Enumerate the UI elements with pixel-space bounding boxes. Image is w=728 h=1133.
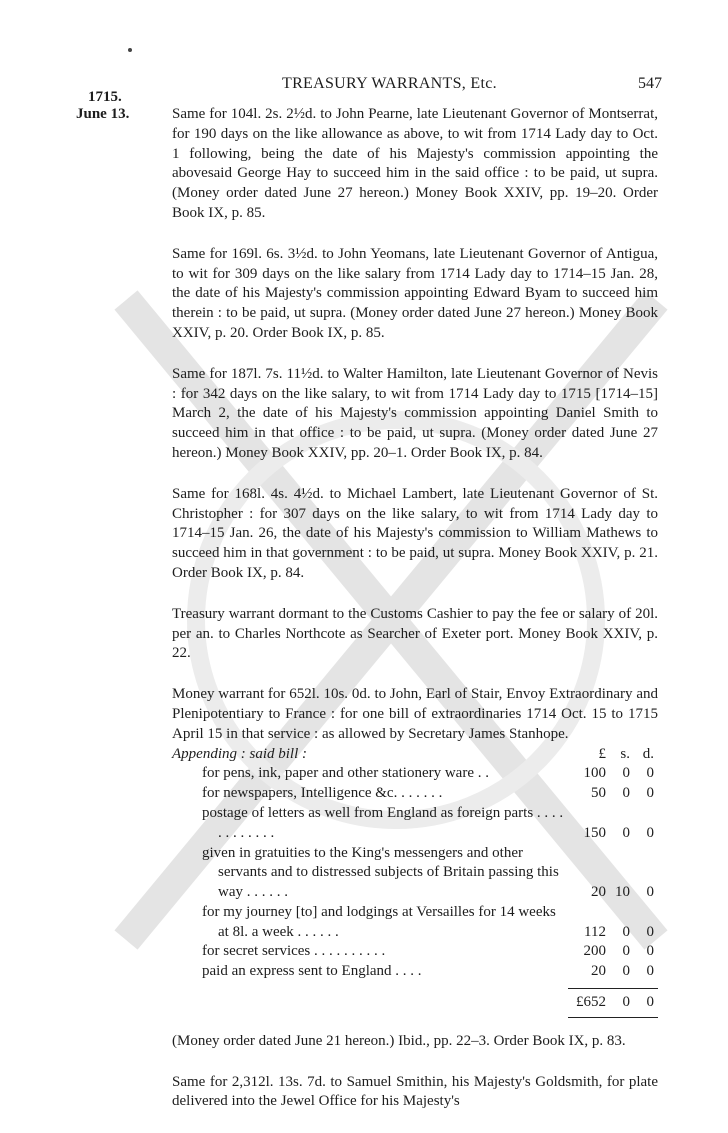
- bill-row: [172, 764, 658, 784]
- bill-header-row: [172, 745, 658, 765]
- col-pounds: £: [598, 745, 606, 762]
- running-header: TREASURY WARRANTS, Etc.: [282, 75, 497, 92]
- amount-shillings: 10: [615, 884, 630, 901]
- bill-item-text: for secret services . . . . . . . . . .: [202, 943, 386, 960]
- bill-row: [172, 962, 658, 982]
- page-number: 547: [638, 75, 662, 92]
- amount-shillings: 0: [622, 785, 630, 802]
- bill-row: [172, 903, 658, 943]
- total-pounds: £652: [576, 994, 606, 1011]
- bill-item-text: for my journey [to] and lodgings at Versailles for 14 weeks at 8l. a week . . . . . .: [202, 903, 556, 940]
- amount-pounds: 112: [584, 923, 606, 940]
- bill-item-desc: [172, 844, 568, 903]
- bill-label: Appending : said bill :: [172, 745, 307, 762]
- closing-paragraph: (Money order dated June 21 hereon.) Ibid., pp. 22–3. Order Book IX, p. 83.: [172, 1032, 626, 1049]
- amount-pence: 0: [646, 765, 654, 782]
- bill-item-text: for pens, ink, paper and other stationery ware . .: [202, 765, 489, 782]
- bill-item-desc: [172, 784, 568, 804]
- amount-pence: 0: [646, 943, 654, 960]
- margin-year: 1715.: [88, 89, 122, 105]
- entry-paragraph: Same for 104l. 2s. 2½d. to John Pearne, late Lieutenant Governor of Montserrat, for 190 days on the like allowance as above, to wit from 1714 Lady day to Oct. 1 following, being the date of his Majesty's commission appointing the abovesaid George Hay to succeed him in the said office : to be paid, ut supra. (Money order dated June 27 hereon.) Money Book XXIV, pp. 19–20. Order Book IX, p. 85.: [172, 106, 658, 221]
- amount-pounds: 100: [583, 765, 606, 782]
- amount-pence: 0: [646, 884, 654, 901]
- amount-pounds: 200: [583, 943, 606, 960]
- entry-paragraph: Money warrant for 652l. 10s. 0d. to John, Earl of Stair, Envoy Extraordinary and Plenipotentiary to France : for one bill of extraordinaries 1714 Oct. 15 to 1715 April 15 in that service : as allowed by Secretary James Stanhope.: [172, 686, 658, 742]
- total-pence: 0: [646, 994, 654, 1011]
- col-shillings: s.: [620, 745, 630, 762]
- amount-shillings: 0: [622, 963, 630, 980]
- amount-pence: 0: [646, 963, 654, 980]
- bill-item-text: postage of letters as well from England as foreign parts . . . . . . . . . . . .: [202, 804, 564, 841]
- bill-table: [172, 745, 658, 1018]
- entry-paragraph: Same for 169l. 6s. 3½d. to John Yeomans, late Lieutenant Governor of Antigua, to wit for 309 days on the like salary from 1714 Lady day to 1714–15 Jan. 28, the date of his Majesty's commission appointing Edward Byam to succeed him therein : to be paid, ut supra. (Money order dated June 27 hereon.) Money Book XXIV, p. 20. Order Book IX, p. 85.: [172, 245, 658, 341]
- document-body: [172, 105, 658, 1133]
- bill-item-desc: [172, 903, 568, 943]
- amount-shillings: 0: [622, 943, 630, 960]
- bill-total-row: [172, 989, 658, 1017]
- bill-item-text: for newspapers, Intelligence &c. . . . . . .: [202, 785, 443, 802]
- bill-item-text: given in gratuities to the King's messengers and other servants and to distressed subjects of Britain passing this way . . . . . .: [202, 844, 559, 901]
- closing-paragraph: Same for 2,312l. 13s. 7d. to Samuel Smithin, his Majesty's Goldsmith, for plate delivered into the Jewel Office for his Majesty's: [172, 1073, 658, 1110]
- bill-item-desc: [172, 764, 568, 784]
- amount-pence: 0: [646, 785, 654, 802]
- amount-pence: 0: [646, 923, 654, 940]
- bill-row: [172, 784, 658, 804]
- amount-pounds: 150: [583, 824, 606, 841]
- total-shillings: 0: [622, 994, 630, 1011]
- entry-paragraph: Treasury warrant dormant to the Customs Cashier to pay the fee or salary of 20l. per an. to Charles Northcote as Searcher of Exeter port. Money Book XXIV, p. 22.: [172, 605, 658, 662]
- bill-row: [172, 844, 658, 903]
- entry-paragraph: Same for 187l. 7s. 11½d. to Walter Hamilton, late Lieutenant Governor of Nevis : for 342 days on the like salary, to wit from 1714 Lady day to 1715 [1714–15] March 2, the date of his Majesty's commission appointing Daniel Smith to succeed him in that office : to be paid, ut supra. (Money order dated June 27 hereon.) Money Book XXIV, pp. 20–1. Order Book IX, p. 84.: [172, 365, 658, 461]
- margin-date: June 13.: [76, 106, 130, 122]
- margin-dot: [128, 48, 132, 52]
- bill-row: [172, 804, 658, 844]
- col-pence: d.: [642, 745, 654, 762]
- bill-row: [172, 942, 658, 962]
- amount-pence: 0: [646, 824, 654, 841]
- bill-item-desc: [172, 804, 568, 844]
- amount-pounds: 20: [591, 963, 606, 980]
- bill-item-desc: [172, 942, 568, 962]
- amount-shillings: 0: [622, 923, 630, 940]
- amount-pounds: 20: [591, 884, 606, 901]
- total-rule: [568, 1017, 658, 1018]
- amount-shillings: 0: [622, 824, 630, 841]
- bill-item-text: paid an express sent to England . . . .: [202, 963, 422, 980]
- amount-shillings: 0: [622, 765, 630, 782]
- amount-pounds: 50: [591, 785, 606, 802]
- entry-paragraph: Same for 168l. 4s. 4½d. to Michael Lambert, late Lieutenant Governor of St. Christopher : for 307 days on the like salary, to wit from 1714 Lady day to 1714–15 Jan. 26, the date of his Majesty's commission to William Mathews to succeed him in that government : to be paid, ut supra. Money Book XXIV, p. 21. Order Book IX, p. 84.: [172, 485, 658, 581]
- bill-item-desc: [172, 962, 568, 982]
